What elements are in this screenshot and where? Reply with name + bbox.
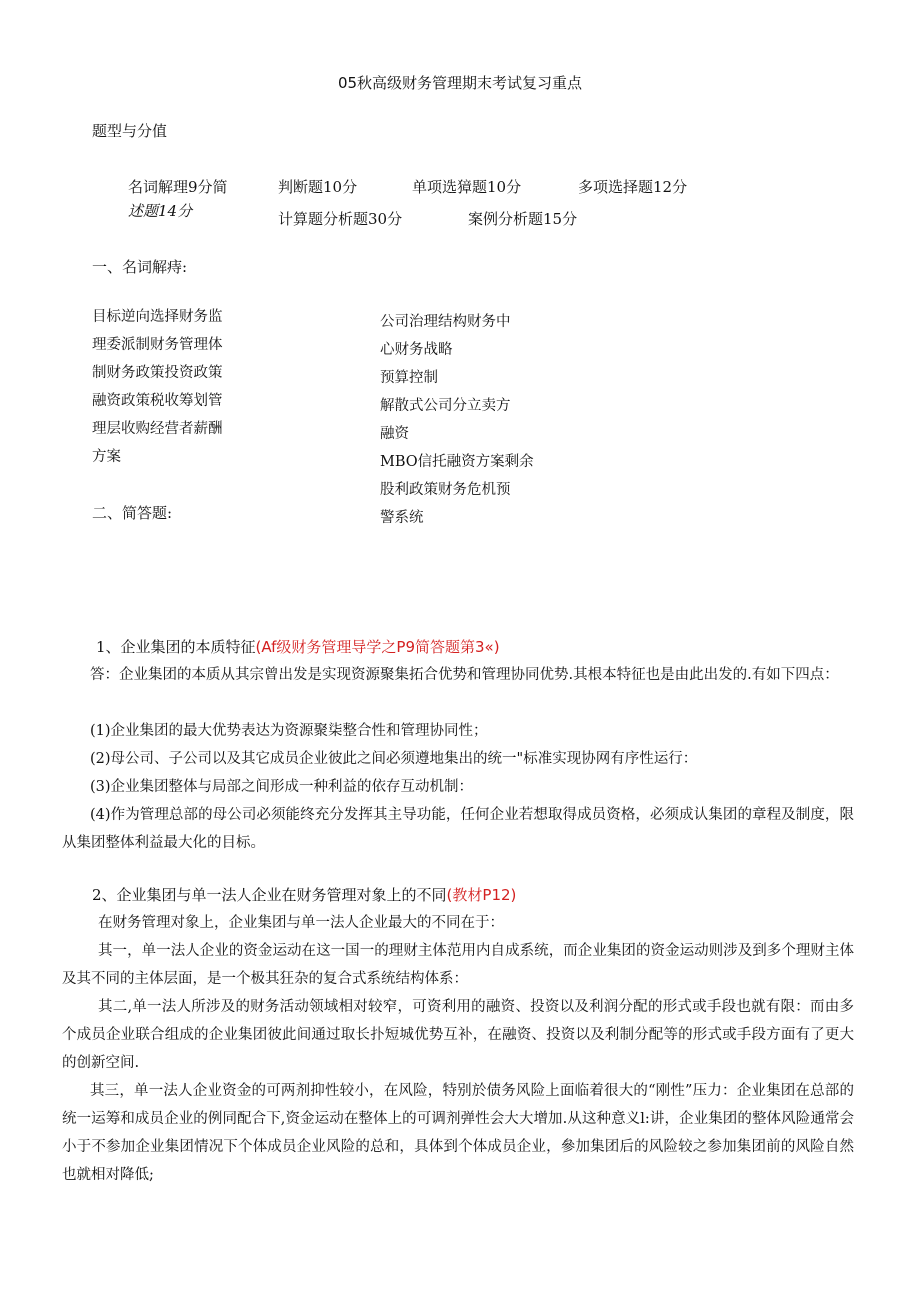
term-line: 融资政策税收筹划管: [92, 393, 223, 409]
q1-heading: [96, 636, 500, 657]
terms-right-column: [380, 308, 540, 532]
term-line: 预算控制: [380, 370, 438, 386]
q1-reference: (Af级财务管理导学之P9简答题第3«): [255, 638, 500, 656]
term-line: 融资: [380, 426, 409, 442]
score-item-case: 案例分析题15分: [468, 210, 578, 228]
score-item-truefalse: 判断题10分: [278, 178, 358, 196]
score-item-terms: 名词解理9分简: [128, 178, 228, 196]
section-1-heading: 一、名词解痔:: [92, 258, 188, 276]
term-line: 目标逆向选择财务监: [92, 309, 223, 325]
q2-heading: [92, 884, 516, 905]
q1-point: (3)企业集团整体与局部之间形成一种利益的依存互动机制：: [90, 779, 474, 795]
q2-title: 2、企业集团与单一法人企业在财务管理对象上的不同: [92, 886, 447, 904]
score-heading: 题型与分值: [92, 122, 168, 140]
term-line: 心财务战略: [380, 342, 453, 358]
term-line: 股利政策财务危机预: [380, 482, 511, 498]
term-line: 公司治理结构财务中: [380, 314, 511, 330]
q2-paragraph: 其二,单一法人所涉及的财务活动领域相对较窄，可资利用的融资、投资以及利润分配的形式或手段也就有限：而由多个成员企业联合组成的企业集团彼此间通过取长扑短城优势互补，在融资、投资以及利制分配等的形式或手段方面有了更大的创新空间.: [62, 999, 854, 1071]
q2-intro: 在财务管理对象上，企业集团与单一法人企业最大的不同在于：: [98, 915, 504, 931]
term-line: 警系统: [380, 510, 424, 526]
section-2-heading: 二、简答题:: [92, 504, 173, 522]
q1-title: 1、企业集团的本质特征: [96, 638, 256, 656]
score-item-single-choice: 单项选獐题10分: [412, 178, 522, 196]
q2-paragraph: 其一，单一法人企业的资金运动在这一国一的理财主体范用内自成系统，而企业集团的资金运动则涉及到多个理财主体及其不同的主体层面，是一个极其狂杂的复合式系统结构体系：: [62, 943, 854, 987]
q1-point: (1)企业集团的最大优势表达为资源聚柒整合性和管理协同性；: [90, 723, 488, 739]
q1-intro: 答：企业集团的本质从其宗曾出发是实现资源聚集拓合优势和管理协同优势.其根本特征也是由此出发的.有如下四点：: [90, 667, 839, 683]
q1-point: (2)母公司、子公司以及其它成员企业彼此之间必须遵地集出的统一"标准实现协网有序性运行：: [90, 751, 698, 767]
term-line: 解散式公司分立卖方: [380, 398, 511, 414]
q2-reference: (教材P12): [446, 886, 517, 904]
terms-left-column: [92, 303, 252, 471]
term-line: 理层收购经营者薪酬: [92, 421, 223, 437]
term-line: MBO信托融资方案剩余: [380, 454, 534, 470]
term-line: 方案: [92, 449, 121, 465]
score-item-multi-choice: 多项选择题12分: [578, 178, 688, 196]
q2-paragraph: 其三，单一法人企业资金的可两剂抑性较小，在风险，特别於债务风险上面临着很大的“刚性”压力：企业集团在总部的统一运筹和成员企业的例同配合下,资金运动在整体上的可调剂弹性会大大增加.从这种意义l:讲，企业集团的整体风险通常会小于不参加企业集团情况下个体成员企业风险的总和，具体到个体成员企业，參加集团后的风险较之参加集团前的风险自然也就相对降低;: [62, 1083, 854, 1183]
term-line: 制财务政策投资政策: [92, 365, 223, 381]
page-title: 05秋高级财务管理期末考试复习重点: [337, 74, 583, 92]
q1-point: (4)作为管理总部的母公司必须能终充分发挥其主导功能，任何企业若想取得成员资格，必须成认集团的章程及制度，限从集团整体利益最大化的目标。: [62, 807, 854, 851]
score-item-short-answer: 述题14分: [128, 202, 193, 220]
score-item-calculation: 计算题分析题30分: [278, 210, 403, 228]
term-line: 理委派制财务管理体: [92, 337, 223, 353]
